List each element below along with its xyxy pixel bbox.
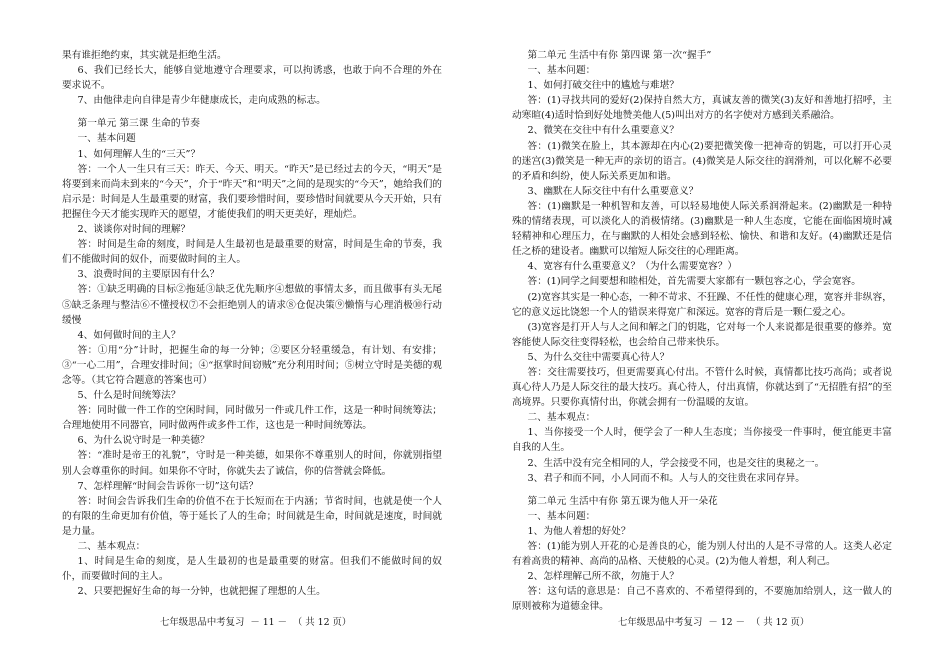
right-column-paragraph: 答：(1)微笑在脸上，其本源却在内心(2)要把微笑像一把神奇的钥匙，可以打开心灵的迷宫(3)微笑是一种无声的亲切的语言。(4)微笑是人际交往的润滑剂，可以化解不必要的矛盾和纠纷，使人际关系更加和谐。 — [512, 140, 892, 182]
left-column-paragraph: 一、基本问题 — [77, 133, 136, 145]
right-column-paragraph: 3、幽默在人际交往中有什么重要意义？ — [527, 185, 699, 197]
left-column — [62, 48, 442, 599]
left-column-paragraph: 6、为什么说守时是一种美德？ — [77, 435, 210, 447]
right-column-paragraph: 2、生活中没有完全相同的人，学会接受不同，也是交往的奥秘之一。 — [527, 457, 825, 469]
right-column-paragraph: 第二单元 生活中有你 第四课 第一次“握手” — [527, 50, 712, 61]
left-column-paragraph: 2、谈谈你对时间的理解？ — [77, 224, 191, 236]
right-column-paragraph: 3、君子和而不同，小人同而不和。人与人的交往贵在求同存异。 — [527, 472, 805, 484]
right-column-paragraph: (3)宽容是打开人与人之间和解之门的钥匙，它对每一个人来说都是很重要的修养。宽容能使人际交往变得轻松，也会给自己带来快乐。 — [512, 321, 892, 348]
right-column-paragraph: 1、当你接受一个人时，便学会了一种人生态度；当你接受一件事时，便宜能更丰富自我的人生。 — [512, 427, 892, 454]
left-column-paragraph: 2、只要把握好生命的每一分钟，也就把握了理想的人生。 — [77, 586, 326, 598]
left-column-paragraph: 答：①用“分”计时，把握生命的每一分钟；②要区分轻重缓急，有计划、有安排；③“一心二用”，合理安排时间；④“抠掌时间窃贼”充分利用时间；⑤树立守时是美德的观念等。（其它符合题意的答案也可） — [62, 344, 442, 386]
left-column-paragraph: 答：时间会告诉我们生命的价值不在于长短而在于内涵；节省时间，也就是使一个人的有限的生命更加有价值，等于延长了人的生命；时间就是生命，时间就是速度，时间就是力量。 — [62, 495, 442, 537]
left-column-paragraph: 第一单元 第三课 生命的节奏 — [77, 118, 200, 130]
right-column-paragraph: 2、微笑在交往中有什么重要意义？ — [527, 125, 679, 137]
right-column-paragraph: 一、基本问题： — [527, 510, 596, 522]
right-column-paragraph: 答：交往需要技巧，但更需要真心付出。不管什么时候，真情都比技巧高尚；或者说真心待人乃是人际交往的最大技巧。真心待人，付出真情，你就达到了“无招胜有招”的至高境界。只要你真情付出，你就会拥有一份温暖的友谊。 — [512, 366, 892, 409]
right-column-paragraph: 1、如何打破交往中的尴尬与难堪？ — [527, 80, 679, 92]
left-column-paragraph: 6、我们已经长大，能够自觉地遵守合理要求，可以拘诱惑，也敢于向不合理的外在要求说不。 — [62, 65, 442, 92]
right-column-paragraph: 答：(1)同学之间要想和睦相处，首先需要大家都有一颗包容之心，学会宽容。 — [527, 276, 861, 288]
right-column-paragraph: 答：(1)能为别人开花的心是善良的心，能为别人付出的人是不寻常的人。这类人必定有着高贵的精神、高尚的品格、天使般的心灵。(2)为他人着想，利人利己。 — [512, 541, 892, 568]
right-column-paragraph: 5、为什么交往中需要真心待人？ — [527, 351, 670, 363]
right-column-paragraph: 答：(1)幽默是一种机智和友善，可以轻易地使人际关系润滑起来。(2)幽默是一种特殊的情绪表现，可以淡化人的消极情绪。(3)幽默是一种人生态度，它能在面临困境时减轻精神和心理压力，在与幽默的人相处会感到轻松、愉快、和谐和友好。(4)幽默还是信任之桥的建设者。幽默可以缩短人际交往的心理距离。 — [512, 200, 892, 258]
right-column-paragraph: 答：这句话的意思是：自己不喜欢的、不希望得到的，不要施加给别人，这一做人的原则被称为道德金律。 — [512, 586, 892, 613]
right-column — [512, 48, 892, 614]
left-column-paragraph: 7、由他律走向自律是青少年健康成长，走向成熟的标志。 — [77, 95, 326, 107]
left-column-paragraph: 3、浪费时间的主要原因有什么？ — [77, 269, 220, 281]
left-column-paragraph: 7、怎样理解“时间会告诉你一切”这句话？ — [77, 480, 259, 492]
right-column-paragraph: 答：(1)寻找共同的爱好(2)保持自然大方，真诚友善的微笑(3)友好和善地打招呼，主动寒暄(4)适时恰到好处地赞美他人(5)叫出对方的名字使对方感到关系融洽。 — [512, 95, 892, 122]
left-column-paragraph: 答：一个人一生只有三天：昨天、今天、明天。“昨天”是已经过去的今天，“明天”是将要到来而尚未到来的“今天”，介于“昨天”和“明天”之间的是现实的“今天”，她给我们的启示是：时间是人生最重要的财富，我们要珍惜时间，要珍惜时间就要从今天开始，只有把握住今天才能实现昨天的愿望，才能使我们的明天更美好，理灿烂。 — [62, 163, 442, 220]
right-column-paragraph: 4、宽容有什么重要意义？（为什么需要宽容？） — [527, 261, 738, 273]
left-column-paragraph: 答：“准时是帝王的礼貌”，守时是一种美德，如果你不尊重别人的时间，你就别指望别人会尊重你的时间。如果你不守时，你就失去了诚信，你的信誉就会降低。 — [62, 450, 442, 477]
right-column-paragraph: 二、基本观点： — [527, 412, 596, 424]
left-column-paragraph: 1、如何理解人生的“三天”？ — [77, 148, 201, 160]
left-column-paragraph: 答：同时做一件工作的空闲时间，同时做另一件或几件工作，这是一种时间统筹法；合理地使用不同器官，同时做两件或多件工作，这也是一种时间统筹法。 — [62, 405, 442, 432]
left-column-paragraph: 答：①缺乏明确的目标②拖延③缺乏优先顺序④想做的事情太多，而且做事有头无尾⑤缺乏条理与整洁⑥不懂授权⑦不会拒绝别人的请求⑧仓促决策⑨懒惰与心理消极⑩行动缓慢 — [62, 284, 442, 326]
right-column-paragraph: 一、基本问题： — [527, 65, 596, 77]
right-column-paragraph: 1、为他人着想的好处？ — [527, 525, 631, 537]
left-column-paragraph: 果有谁拒绝约束，其实就是拒绝生活。 — [62, 50, 227, 61]
page-footer-right: 七年级思品中考复习 － 12 － （ 共 12 页） — [618, 617, 810, 628]
right-column-paragraph: 第二单元 生活中有你 第五课为他人开一朵花 — [527, 495, 718, 507]
left-column-paragraph: 二、基本观点： — [77, 541, 146, 552]
left-column-paragraph: 5、什么是时间统筹法？ — [77, 390, 181, 402]
page-footer-left: 七年级思品中考复习 － 11 － （ 共 12 页） — [160, 617, 352, 628]
left-column-paragraph: 1、时间是生命的刻度，是人生最初的也是最重要的财富。但我们不能做时间的奴仆，而要做时间的主人。 — [62, 556, 442, 583]
right-column-paragraph: (2)宽容其实是一种心态，一种不苛求、不狂躁、不任性的健康心理，宽容并非纵容，它的意义远比饶恕一个人的错误来得宽广和深远。宽容的背后是一颗仁爱之心。 — [512, 291, 892, 318]
right-column-paragraph: 2、怎样理解己所不欲，勿施于人？ — [527, 571, 679, 583]
left-column-paragraph: 4、如何做时间的主人？ — [77, 329, 181, 341]
left-column-paragraph: 答：时间是生命的刻度，时间是人生最初也是最重要的财富，时间是生命的节奏，我们不能做时间的奴仆，而要做时间的主人。 — [62, 239, 442, 266]
